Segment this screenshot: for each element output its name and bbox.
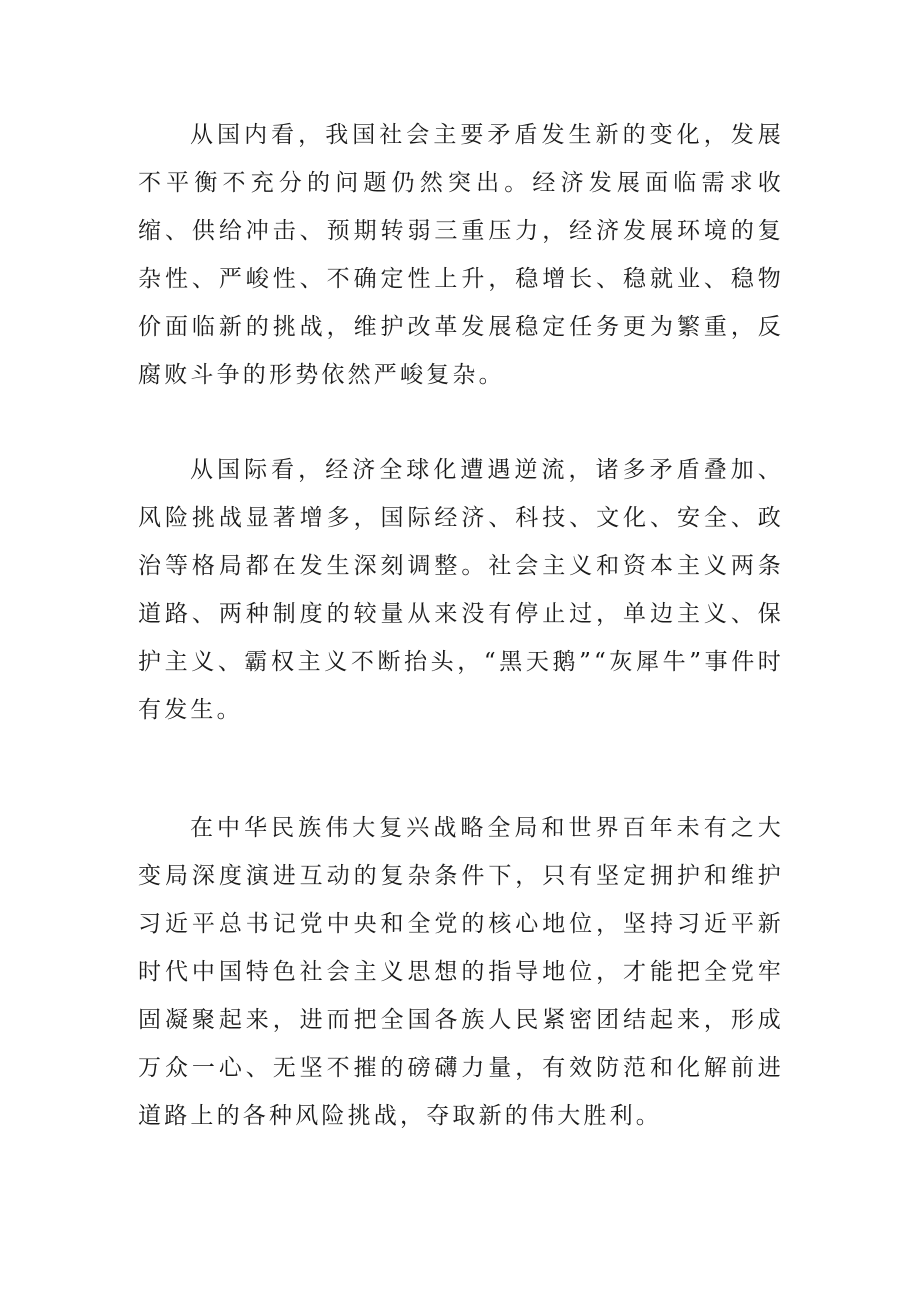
paragraph-conclusion: 在中华民族伟大复兴战略全局和世界百年未有之大变局深度演进互动的复杂条件下，只有坚定拥护和维护习近平总书记党中央和全党的核心地位，坚持习近平新时代中国特色社会主义思想的指导地位，才能把全党牢固凝聚起来，进而把全国各族人民紧密团结起来，形成万众一心、无坚不摧的磅礴力量，有效防范和化解前进道路上的各种风险挑战，夺取新的伟大胜利。 bbox=[138, 815, 784, 1129]
paragraph-international: 从国际看，经济全球化遭遇逆流，诸多矛盾叠加、风险挑战显著增多，国际经济、科技、文化、安全、政治等格局都在发生深刻调整。社会主义和资本主义两条道路、两种制度的较量从来没有停止过，单边主义、保护主义、霸权主义不断抬头，“黑天鹅”“灰犀牛”事件时有发生。 bbox=[138, 457, 784, 723]
document-body bbox=[138, 111, 784, 1140]
paragraph-domestic: 从国内看，我国社会主要矛盾发生新的变化，发展不平衡不充分的问题仍然突出。经济发展面临需求收缩、供给冲击、预期转弱三重压力，经济发展环境的复杂性、严峻性、不确定性上升，稳增长、稳就业、稳物价面临新的挑战，维护改革发展稳定任务更为繁重，反腐败斗争的形势依然严峻复杂。 bbox=[138, 122, 784, 388]
